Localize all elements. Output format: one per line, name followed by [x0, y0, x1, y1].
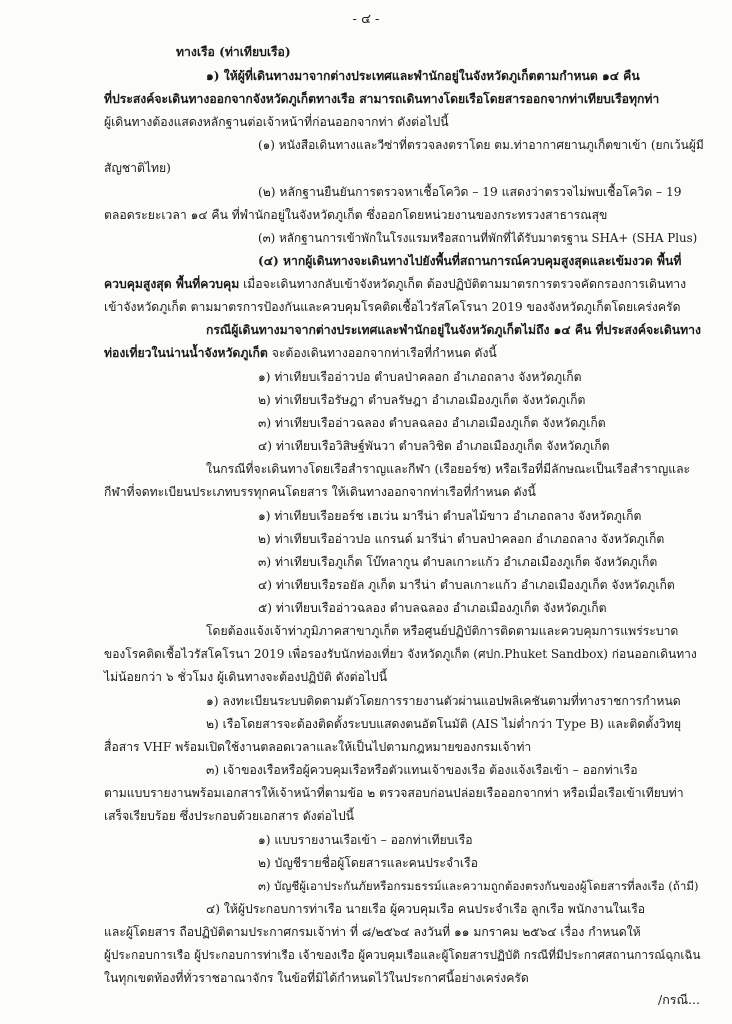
notify-r2-line2: สื่อสาร VHF พร้อมเปิดใช้งานตลอดเวลาและให้เป็นไปตามกฎหมายของกรมเจ้าท่า [104, 740, 532, 754]
list-item: ๕) ท่าเทียบเรืออ่าวฉลอง ตำบลฉลอง อำเภอเมืองภูเก็ต จังหวัดภูเก็ต [258, 601, 607, 615]
case-less14-bold: ท่องเที่ยวในน่านน้ำจังหวัดภูเก็ต [104, 346, 268, 360]
case-less14-line1: กรณีผู้เดินทางมาจากต่างประเทศและพำนักอยู่ในจังหวัดภูเก็ตไม่ถึง ๑๔ คืน ที่ประสงค์จะเดินทาง [206, 323, 701, 337]
list-item: ๒) บัญชีรายชื่อผู้โดยสารและคนประจำเรือ [258, 856, 478, 870]
yacht-case-line1: ในกรณีที่จะเดินทางโดยเรือสำราญและกีฬา (เรือยอร์ช) หรือเรือที่มีลักษณะเป็นเรือสำราญและ [206, 462, 691, 476]
notify-r4-line4: ในทุกเขตท้องที่ทั่วราชอาณาจักร ในข้อที่มิได้กำหนดไว้ในประกาศนี้อย่างเคร่งครัด [104, 971, 529, 985]
case-less14-rest: จะต้องเดินทางออกจากท่าเรือที่กำหนด ดังนี้ [267, 346, 497, 360]
item1-sub1-line1: (๑) หนังสือเดินทางและวีซ่าที่ตรวจลงตราโดย ตม.ท่าอากาศยานภูเก็ตขาเข้า (ยกเว้นผู้มี [258, 138, 704, 152]
item1-line1: ๑) ให้ผู้ที่เดินทางมาจากต่างประเทศและพำนักอยู่ในจังหวัดภูเก็ตตามกำหนด ๑๔ คืน [206, 69, 640, 83]
item1-sub4-bold: ควบคุมสูงสุด พื้นที่ควบคุม [104, 277, 240, 291]
notify-line3: ไม่น้อยกว่า ๖ ชั่วโมง ผู้เดินทางจะต้องปฏิบัติ ดังต่อไปนี้ [104, 670, 388, 684]
item1-line2 [104, 89, 659, 109]
item1-sub3: (๓) หลักฐานการเข้าพักในโรงแรมหรือสถานที่พักที่ได้รับมาตรฐาน SHA+ (SHA Plus) [258, 231, 698, 245]
item1-sub2-line2: ตลอดระยะเวลา ๑๔ คืน ที่พำนักอยู่ในจังหวัดภูเก็ต ซึ่งออกโดยหน่วยงานของกระทรวงสาธารณสุข [104, 208, 608, 222]
notify-r3-line3: เสร็จเรียบร้อย ซึ่งประกอบด้วยเอกสาร ดังต่อไปนี้ [104, 809, 355, 823]
notify-r4-line3: ผู้ประกอบการเรือ ผู้ประกอบการท่าเรือ เจ้าของเรือ ผู้ควบคุมเรือและผู้โดยสารปฏิบัติ กรณีที่มีประกาศสถานการณ์ฉุกเฉิน [104, 948, 701, 962]
list-item: ๓) บัญชีผู้เอาประกันภัยหรือกรมธรรม์และความถูกต้องตรงกันของผู้โดยสารที่ลงเรือ (ถ้ามี) [258, 879, 699, 893]
notify-r3-line2: ตามแบบรายงานพร้อมเอกสารให้เจ้าหน้าที่ตามข้อ ๒ ตรวจสอบก่อนปล่อยเรือออกจากท่า หรือเมื่อเรือเข้าเทียบท่า [104, 786, 684, 800]
notify-r4-line1: ๔) ให้ผู้ประกอบการท่าเรือ นายเรือ ผู้ควบคุมเรือ คนประจำเรือ ลูกเรือ พนักงานในเรือ [206, 902, 646, 916]
list-item: ๓) ท่าเทียบเรืออ่าวฉลอง ตำบลฉลอง อำเภอเมืองภูเก็ต จังหวัดภูเก็ต [258, 416, 606, 430]
item1-sub2-line1: (๒) หลักฐานยืนยันการตรวจหาเชื้อโควิด – 19 แสดงว่าตรวจไม่พบเชื้อโควิด – 19 [258, 185, 682, 199]
yacht-case-line2: กีฬาที่จดทะเบียนประเภทบรรทุกคนโดยสาร ให้เดินทางออกจากท่าเรือที่กำหนด ดังนี้ [104, 485, 536, 499]
notify-r2-line1: ๒) เรือโดยสารจะต้องติดตั้งระบบแสดงตนอัตโนมัติ (AIS ไม่ต่ำกว่า Type B) และติดตั้งวิทยุ [206, 717, 682, 731]
item1-sub4-rest: เมื่อจะเดินทางกลับเข้าจังหวัดภูเก็ต ต้องปฏิบัติตามมาตรการตรวจคัดกรองการเดินทาง [239, 277, 687, 291]
list-item: ๓) ท่าเทียบเรือภูเก็ต โบ๊ทลากูน ตำบลเกาะแก้ว อำเภอเมืองภูเก็ต จังหวัดภูเก็ต [258, 555, 658, 569]
notify-r1: ๑) ลงทะเบียนระบบติดตามตัวโดยการรายงานตัวผ่านแอปพลิเคชันตามที่ทางราชการกำหนด [206, 694, 681, 708]
list-item: ๔) ท่าเทียบเรือวิสิษฐ์พันวา ตำบลวิชิต อำเภอเมืองภูเก็ต จังหวัดภูเก็ต [258, 439, 610, 453]
item1-line2-text: ที่ประสงค์จะเดินทางออกจากจังหวัดภูเก็ตทางเรือ สามารถเดินทางโดยเรือโดยสารออกจากท่าเทียบเรือทุกท่า [104, 92, 660, 106]
list-item: ๔) ท่าเทียบเรือรอยัล ภูเก็ต มารีน่า ตำบลเกาะแก้ว อำเภอเมืองภูเก็ต จังหวัดภูเก็ต [258, 578, 675, 592]
list-item: ๑) แบบรายงานเรือเข้า – ออกท่าเทียบเรือ [258, 833, 473, 847]
item1-sub4-line1: (๔) หากผู้เดินทางจะเดินทางไปยังพื้นที่สถานการณ์ควบคุมสูงสุดและเข้มงวด พื้นที่ [258, 254, 682, 268]
item1-sub4-line3: เข้าจังหวัดภูเก็ต ตามมาตรการป้องกันและควบคุมโรคติดเชื้อไวรัสโคโรนา 2019 ของจังหวัดภูเก็ตโดยเคร่งครัด [104, 300, 681, 314]
list-item: ๑) ท่าเทียบเรืออ่าวปอ ตำบลป่าคลอก อำเภอถลาง จังหวัดภูเก็ต [258, 370, 582, 384]
case-less14-line2 [104, 343, 497, 363]
notify-line2: ของโรคติดเชื้อไวรัสโคโรนา 2019 เพื่อรองรับนักท่องเที่ยว จังหวัดภูเก็ต (ศปก.Phuket Sandbox) ก่อนออกเดินทาง [104, 647, 697, 661]
continuation-marker: /กรณี... [657, 992, 700, 1007]
section-title: ทางเรือ (ท่าเทียบเรือ) [176, 45, 291, 59]
item1-sub4-line2 [104, 274, 686, 294]
page-number: - ๔ - [352, 12, 380, 27]
list-item: ๒) ท่าเทียบเรือรัษฎา ตำบลรัษฎา อำเภอเมืองภูเก็ต จังหวัดภูเก็ต [258, 393, 586, 407]
notify-r3-line1: ๓) เจ้าของเรือหรือผู้ควบคุมเรือหรือตัวแทนเจ้าของเรือ ต้องแจ้งเรือเข้า – ออกท่าเรือ [206, 763, 638, 777]
list-item: ๑) ท่าเทียบเรือยอร์ช เฮเว่น มารีน่า ตำบลไม้ขาว อำเภอถลาง จังหวัดภูเก็ต [258, 509, 642, 523]
item1-line3: ผู้เดินทางต้องแสดงหลักฐานต่อเจ้าหน้าที่ก่อนออกจากท่า ดังต่อไปนี้ [104, 115, 449, 129]
item1-sub1-line2: สัญชาติไทย) [104, 161, 171, 175]
notify-r4-line2: และผู้โดยสาร ถือปฏิบัติตามประกาศกรมเจ้าท่า ที่ ๘/๒๕๖๔ ลงวันที่ ๑๑ มกราคม ๒๕๖๔ เรื่อง กำหนดให้ [104, 925, 641, 939]
notify-line1: โดยต้องแจ้งเจ้าท่าภูมิภาคสาขาภูเก็ต หรือศูนย์ปฏิบัติการติดตามและควบคุมการแพร่ระบาด [206, 624, 679, 638]
list-item: ๒) ท่าเทียบเรืออ่าวปอ แกรนด์ มารีน่า ตำบลป่าคลอก อำเภอถลาง จังหวัดภูเก็ต [258, 532, 665, 546]
